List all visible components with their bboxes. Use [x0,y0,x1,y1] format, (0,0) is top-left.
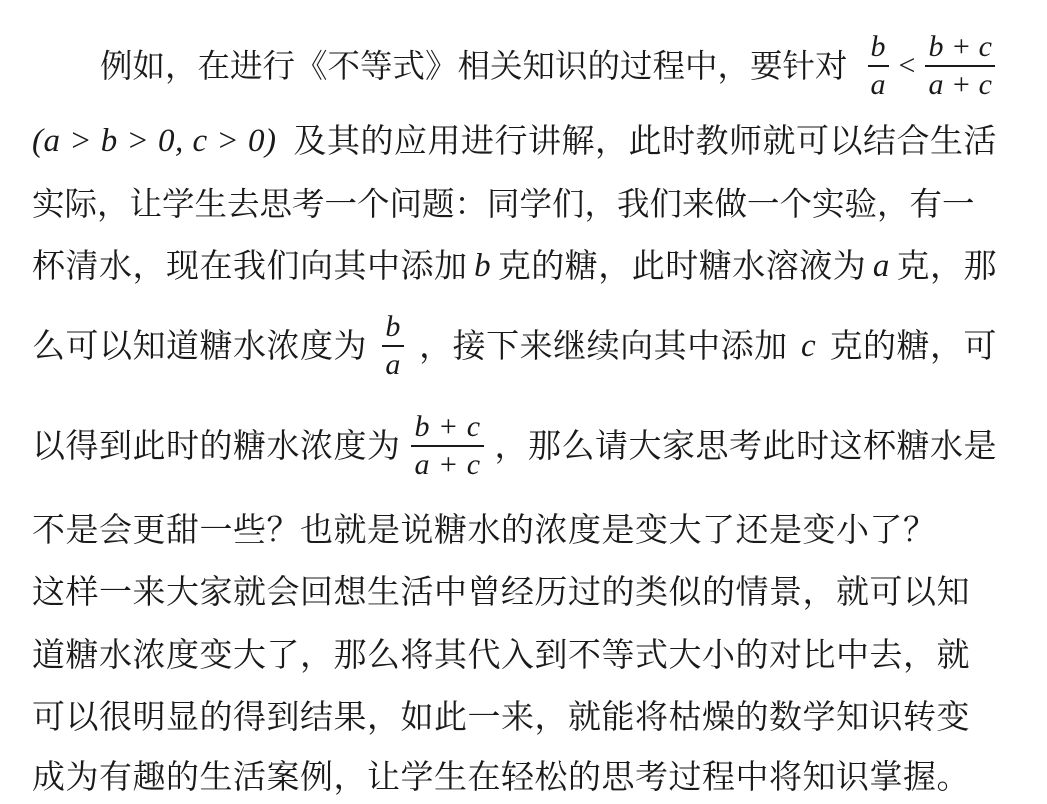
text-line-4 [32,246,997,286]
text-line-10 [32,697,997,737]
line-7-text: 不是会更甜一些？也就是说糖水的浓度是变大了还是变小了？ [32,510,937,549]
fraction-denominator: a + c [928,68,992,101]
fraction-numerator: b + c [928,30,992,63]
line-5-text-b: ，接下来继续向其中添加 [419,326,788,365]
text-line-5 [32,310,997,382]
fraction-bc-over-ac [925,31,995,101]
text-line-6 [32,410,997,482]
fraction-numerator: b [870,30,886,63]
text-line-7 [32,510,997,550]
inequality-expression [866,31,997,101]
line-6-text-b: ，那么请大家思考此时这杯糖水是 [494,426,997,465]
line-8-text: 这样一来大家就会回想生活中曾经历过的类似的情景，就可以知 [32,572,970,611]
text-line-8 [32,572,997,612]
text-line-2 [32,121,997,161]
line-11-text: 成为有趣的生活案例，让学生在轻松的思考过程中将知识掌握。 [32,757,970,796]
text-line-1 [100,30,997,101]
line-6-text-a: 以得到此时的糖水浓度为 [32,426,401,465]
line-5-text-a: 么可以知道糖水浓度为 [32,326,367,365]
line-3-text: 实际，让学生去思考一个问题：同学们，我们来做一个实验，有一 [32,185,975,223]
variable-a: a [872,248,890,284]
fraction-b-over-a [868,31,889,101]
text-line-3 [32,184,997,224]
line-2-text: 及其的应用进行讲解，此时教师就可以结合生活 [293,121,997,160]
fraction-b-over-a [382,311,404,381]
line-4-text-c: 克，那 [896,246,997,285]
line-10-text: 可以很明显的得到结果，如此一来，就能将枯燥的数学知识转变 [32,697,970,736]
fraction-denominator: a [385,348,401,381]
variable-c: c [800,328,817,364]
less-than-operator: < [898,48,916,82]
line-4-text-a: 杯清水，现在我们向其中添加 [32,246,468,285]
line-5-text-c: 克的糖，可 [829,326,997,365]
fraction-denominator: a [870,68,886,101]
line-9-text: 道糖水浓度变大了，那么将其代入到不等式大小的对比中去，就 [32,635,970,674]
fraction-bc-over-ac [411,411,483,481]
line-1-text: 例如，在进行《不等式》相关知识的过程中，要针对 [100,47,848,85]
variable-b: b [474,248,492,284]
fraction-numerator: b [385,310,401,343]
text-line-9 [32,635,997,675]
line-4-text-b: 克的糖，此时糖水溶液为 [497,246,867,285]
fraction-numerator: b + c [414,410,481,443]
text-line-11 [32,757,997,797]
condition-expression: (a > b > 0, c > 0) [32,123,277,159]
fraction-denominator: a + c [414,448,481,481]
